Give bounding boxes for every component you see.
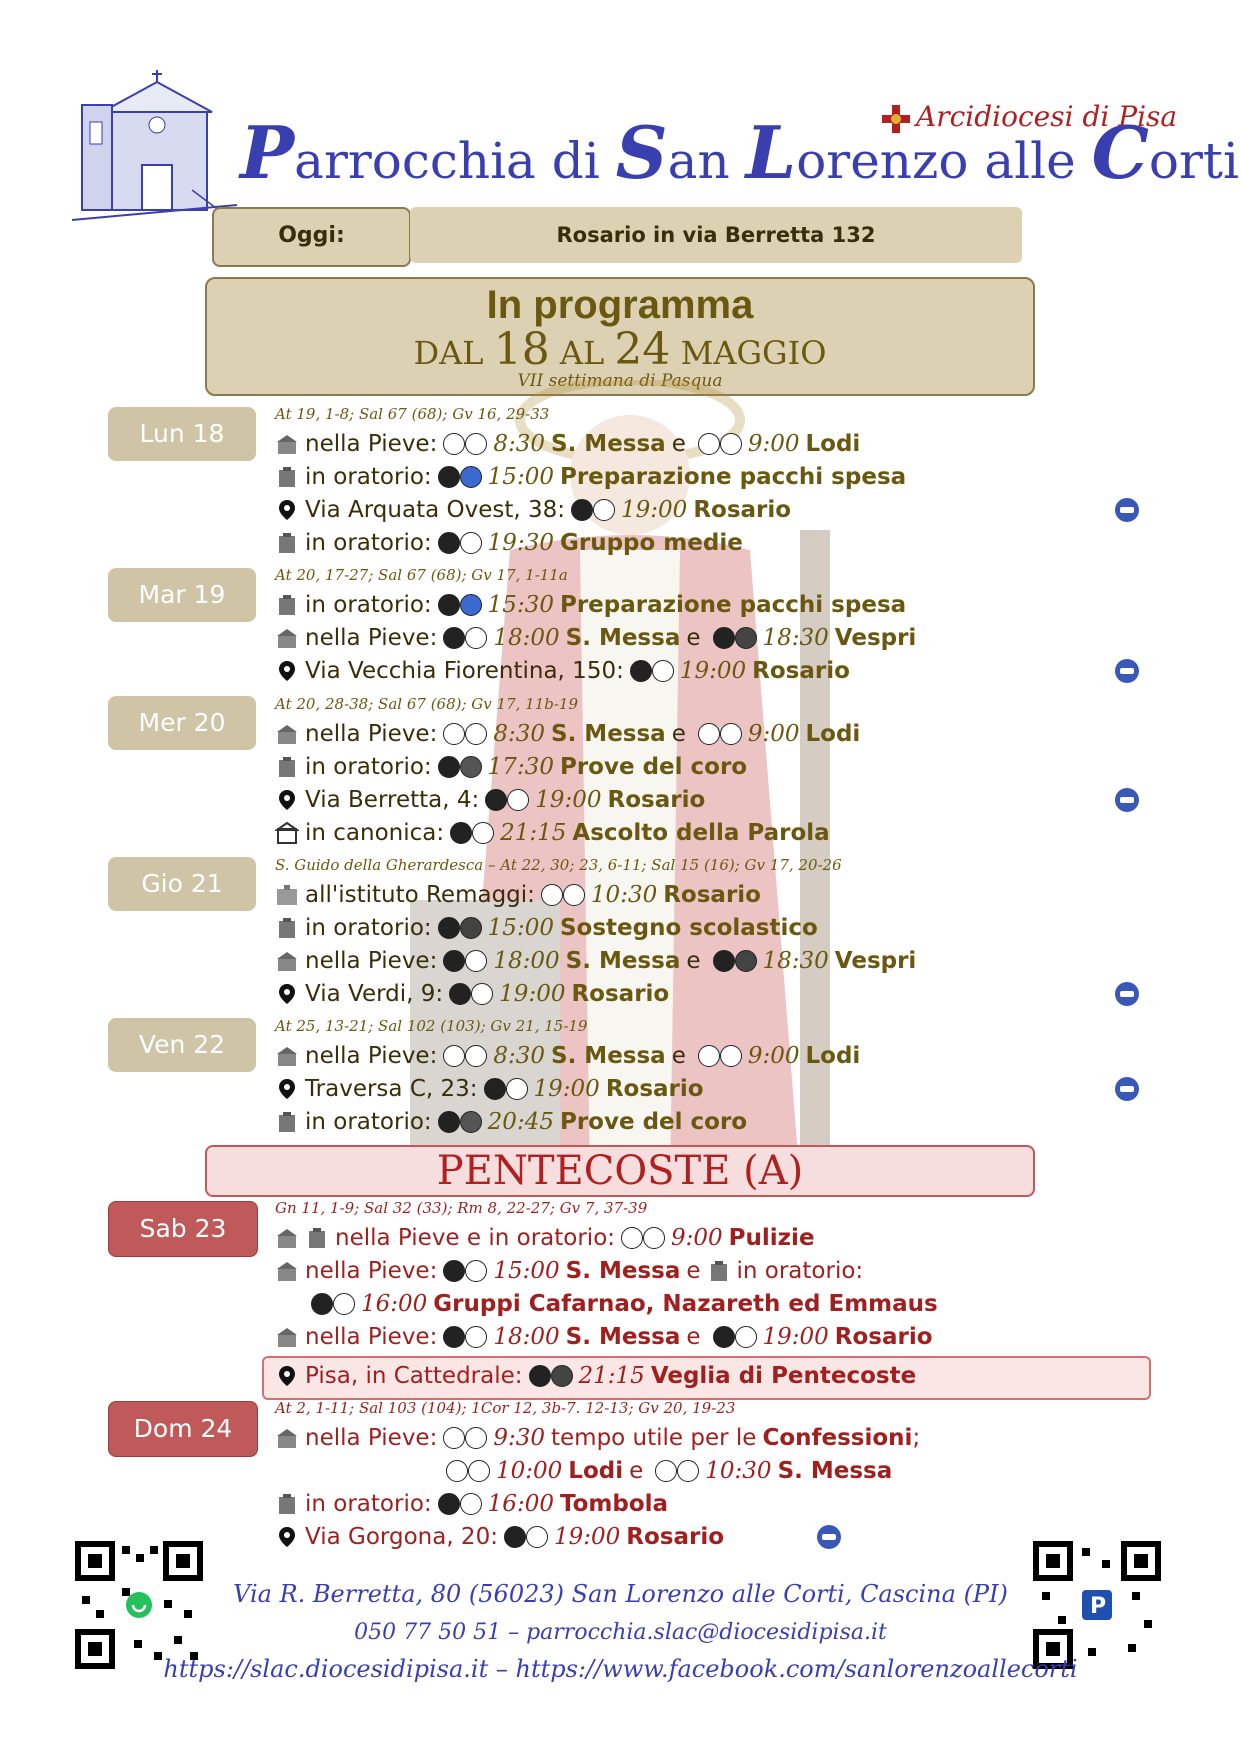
charity-icon <box>460 594 482 616</box>
school-icon <box>460 917 482 939</box>
rosary-icon <box>563 884 585 906</box>
clock-icon <box>698 1045 720 1067</box>
event-row: Via Berretta, 4: 19:00 Rosario <box>275 784 705 816</box>
prayer-icon <box>735 950 757 972</box>
event-row: in oratorio: 20:45 Prove del coro <box>275 1106 747 1138</box>
mass-icon <box>465 1326 487 1348</box>
event-row: nella Pieve: 18:00 S. Messa e 18:30 Vespri <box>275 622 916 654</box>
rectory-icon <box>275 821 299 845</box>
event-row: all'istituto Remaggi: 10:30 Rosario <box>275 879 761 911</box>
event-row: nella Pieve: 18:00 S. Messa e 18:30 Vespri <box>275 945 916 977</box>
eye-icon <box>460 532 482 554</box>
eye-icon <box>333 1293 355 1315</box>
rosary-icon <box>506 1078 528 1100</box>
church-icon <box>275 1044 299 1068</box>
mass-icon <box>465 950 487 972</box>
rosary-icon <box>735 1326 757 1348</box>
clock-icon <box>630 660 652 682</box>
church-icon <box>275 722 299 746</box>
event-row: in oratorio: 15:00 Preparazione pacchi spesa <box>275 461 906 493</box>
location-pin-icon <box>275 498 299 522</box>
footer-address: Via R. Berretta, 80 (56023) San Lorenzo alle Corti, Cascina (PI) <box>233 1580 1008 1608</box>
church-icon <box>275 626 299 650</box>
clock-icon <box>504 1526 526 1548</box>
day-label: Sab 23 <box>108 1201 258 1257</box>
event-row: in oratorio: 15:00 Sostegno scolastico <box>275 912 818 944</box>
new-badge-icon <box>1115 982 1139 1006</box>
event-row: nella Pieve: 8:30 S. Messa e 9:00 Lodi <box>275 1040 860 1072</box>
event-row: nella Pieve: 8:30 S. Messa e 9:00 Lodi <box>275 718 860 750</box>
clock-icon <box>541 884 563 906</box>
oratory-icon <box>275 1110 299 1134</box>
clock-icon <box>571 499 593 521</box>
footer-web-links[interactable]: https://slac.diocesidipisa.it – https://www.facebook.com/sanlorenzoallecorti <box>163 1655 1078 1683</box>
event-row: 10:00 Lodi e 10:30 S. Messa <box>440 1455 892 1487</box>
clock-icon <box>438 917 460 939</box>
mass-icon <box>677 1460 699 1482</box>
clock-icon <box>450 822 472 844</box>
prayer-icon <box>720 433 742 455</box>
day-reading: S. Guido della Gherardesca – At 22, 30; 23, 6-11; Sal 15 (16); Gv 17, 20-26 <box>275 856 842 874</box>
day-label: Mer 20 <box>108 696 256 750</box>
event-row: nella Pieve: 8:30 S. Messa e 9:00 Lodi <box>275 428 860 460</box>
book-icon <box>472 822 494 844</box>
location-pin-icon <box>275 659 299 683</box>
new-badge-icon <box>1115 1077 1139 1101</box>
program-dates: DAL 18 AL 24 MAGGIO <box>413 324 827 375</box>
clock-icon <box>443 1260 465 1282</box>
choir-icon <box>460 756 482 778</box>
event-row: Via Arquata Ovest, 38: 19:00 Rosario <box>275 494 791 526</box>
clock-icon <box>438 1111 460 1133</box>
clock-icon <box>529 1365 551 1387</box>
day-reading: At 20, 17-27; Sal 67 (68); Gv 17, 1-11a <box>275 566 568 584</box>
prayer-icon <box>720 1045 742 1067</box>
church-drawing <box>72 70 242 225</box>
clock-icon <box>443 433 465 455</box>
day-reading: At 19, 1-8; Sal 67 (68); Gv 16, 29-33 <box>275 405 550 423</box>
today-value: Rosario in via Berretta 132 <box>556 223 876 247</box>
clock-icon <box>443 1326 465 1348</box>
oratory-icon <box>275 465 299 489</box>
oratory-icon <box>275 1492 299 1516</box>
program-week: VII settimana di Pasqua <box>517 371 723 391</box>
event-row: Via Verdi, 9: 19:00 Rosario <box>275 978 669 1010</box>
mass-icon <box>465 723 487 745</box>
rosary-icon <box>593 499 615 521</box>
day-label: Mar 19 <box>108 568 256 622</box>
rosary-icon <box>652 660 674 682</box>
clock-icon <box>698 723 720 745</box>
new-badge-icon <box>1115 498 1139 522</box>
mass-icon <box>465 1045 487 1067</box>
event-row: in canonica: 21:15 Ascolto della Parola <box>275 817 830 849</box>
clock-icon <box>443 1427 465 1449</box>
oratory-icon <box>275 593 299 617</box>
clock-icon <box>621 1227 643 1249</box>
prayer-icon <box>551 1365 573 1387</box>
clock-icon <box>438 756 460 778</box>
clock-icon <box>449 983 471 1005</box>
program-title: In programma <box>486 283 754 327</box>
smiley-icon <box>460 1493 482 1515</box>
event-row: nella Pieve e in oratorio: 9:00 Pulizie <box>275 1222 815 1254</box>
charity-icon <box>460 466 482 488</box>
pentecost-banner: PENTECOSTE (A) <box>205 1145 1035 1197</box>
confession-icon <box>465 1427 487 1449</box>
location-pin-icon <box>275 1525 299 1549</box>
rosary-icon <box>526 1526 548 1548</box>
day-label: Ven 22 <box>108 1018 256 1072</box>
event-row: Via Gorgona, 20: 19:00 Rosario <box>275 1521 724 1553</box>
day-reading: At 25, 13-21; Sal 102 (103); Gv 21, 15-19 <box>275 1017 588 1035</box>
oratory-icon <box>305 1226 329 1250</box>
clock-icon <box>485 789 507 811</box>
event-row: in oratorio: 17:30 Prove del coro <box>275 751 747 783</box>
oratory-icon <box>707 1259 731 1283</box>
location-pin-icon <box>275 788 299 812</box>
oratory-icon <box>275 531 299 555</box>
today-value-box <box>410 207 1022 263</box>
church-icon <box>275 1226 299 1250</box>
oratory-icon <box>275 755 299 779</box>
church-icon <box>275 432 299 456</box>
choir-icon <box>460 1111 482 1133</box>
clock-icon <box>438 466 460 488</box>
parish-title: Parrocchia di San Lorenzo alle Corti <box>240 110 1240 195</box>
prayer-icon <box>468 1460 490 1482</box>
clock-icon <box>655 1460 677 1482</box>
event-row: in oratorio: 16:00 Tombola <box>275 1488 668 1520</box>
clock-icon <box>713 950 735 972</box>
clock-icon <box>443 627 465 649</box>
location-pin-icon <box>275 1364 299 1388</box>
event-row: Traversa C, 23: 19:00 Rosario <box>275 1073 704 1105</box>
new-badge-icon <box>817 1525 841 1549</box>
event-row: Via Vecchia Fiorentina, 150: 19:00 Rosario <box>275 655 850 687</box>
event-row: nella Pieve: 18:00 S. Messa e 19:00 Rosario <box>275 1321 933 1353</box>
archdiocese-text: Arcidiocesi di Pisa <box>916 100 1178 133</box>
clock-icon <box>446 1460 468 1482</box>
clock-icon <box>311 1293 333 1315</box>
rosary-icon <box>471 983 493 1005</box>
location-pin-icon <box>275 1077 299 1101</box>
clock-icon <box>698 433 720 455</box>
mass-icon <box>465 433 487 455</box>
location-pin-icon <box>275 982 299 1006</box>
event-row: in oratorio: 15:30 Preparazione pacchi spesa <box>275 589 906 621</box>
prayer-icon <box>735 627 757 649</box>
clock-icon <box>443 950 465 972</box>
clock-icon <box>443 1045 465 1067</box>
today-label-box <box>212 207 411 267</box>
day-reading: At 2, 1-11; Sal 103 (104); 1Cor 12, 3b-7. 12-13; Gv 20, 19-23 <box>275 1399 736 1417</box>
day-label: Gio 21 <box>108 857 256 911</box>
clock-icon <box>438 1493 460 1515</box>
rosary-icon <box>507 789 529 811</box>
church-icon <box>275 1259 299 1283</box>
oratory-icon <box>275 916 299 940</box>
event-row: nella Pieve: 15:00 S. Messa e in oratorio: <box>275 1255 863 1287</box>
clock-icon <box>443 723 465 745</box>
svg-text:P: P <box>1090 1594 1107 1619</box>
mass-icon <box>465 1260 487 1282</box>
clock-icon <box>438 532 460 554</box>
church-icon <box>275 1325 299 1349</box>
mass-icon <box>465 627 487 649</box>
clock-icon <box>438 594 460 616</box>
clock-icon <box>484 1078 506 1100</box>
day-reading: At 20, 28-38; Sal 67 (68); Gv 17, 11b-19 <box>275 695 578 713</box>
day-label: Lun 18 <box>108 407 256 461</box>
event-row: nella Pieve: 9:30 tempo utile per le Confessioni ; <box>275 1422 920 1454</box>
today-label: Oggi: <box>278 223 345 248</box>
event-row: 16:00 Gruppi Cafarnao, Nazareth ed Emmaus <box>305 1288 938 1320</box>
church-icon <box>275 1426 299 1450</box>
clock-icon <box>713 1326 735 1348</box>
clock-icon <box>713 627 735 649</box>
day-label: Dom 24 <box>108 1401 258 1457</box>
event-row: in oratorio: 19:30 Gruppo medie <box>275 527 743 559</box>
new-badge-icon <box>1115 788 1139 812</box>
church-icon <box>275 949 299 973</box>
institute-icon <box>275 883 299 907</box>
cleaning-icon <box>643 1227 665 1249</box>
day-reading: Gn 11, 1-9; Sal 32 (33); Rm 8, 22-27; Gv 7, 37-39 <box>275 1199 648 1217</box>
program-header <box>205 277 1035 396</box>
footer-contact: 050 77 50 51 – parrocchia.slac@diocesidipisa.it <box>354 1620 887 1645</box>
new-badge-icon <box>1115 659 1139 683</box>
prayer-icon <box>720 723 742 745</box>
event-row: Pisa, in Cattedrale: 21:15 Veglia di Pentecoste <box>275 1360 916 1392</box>
